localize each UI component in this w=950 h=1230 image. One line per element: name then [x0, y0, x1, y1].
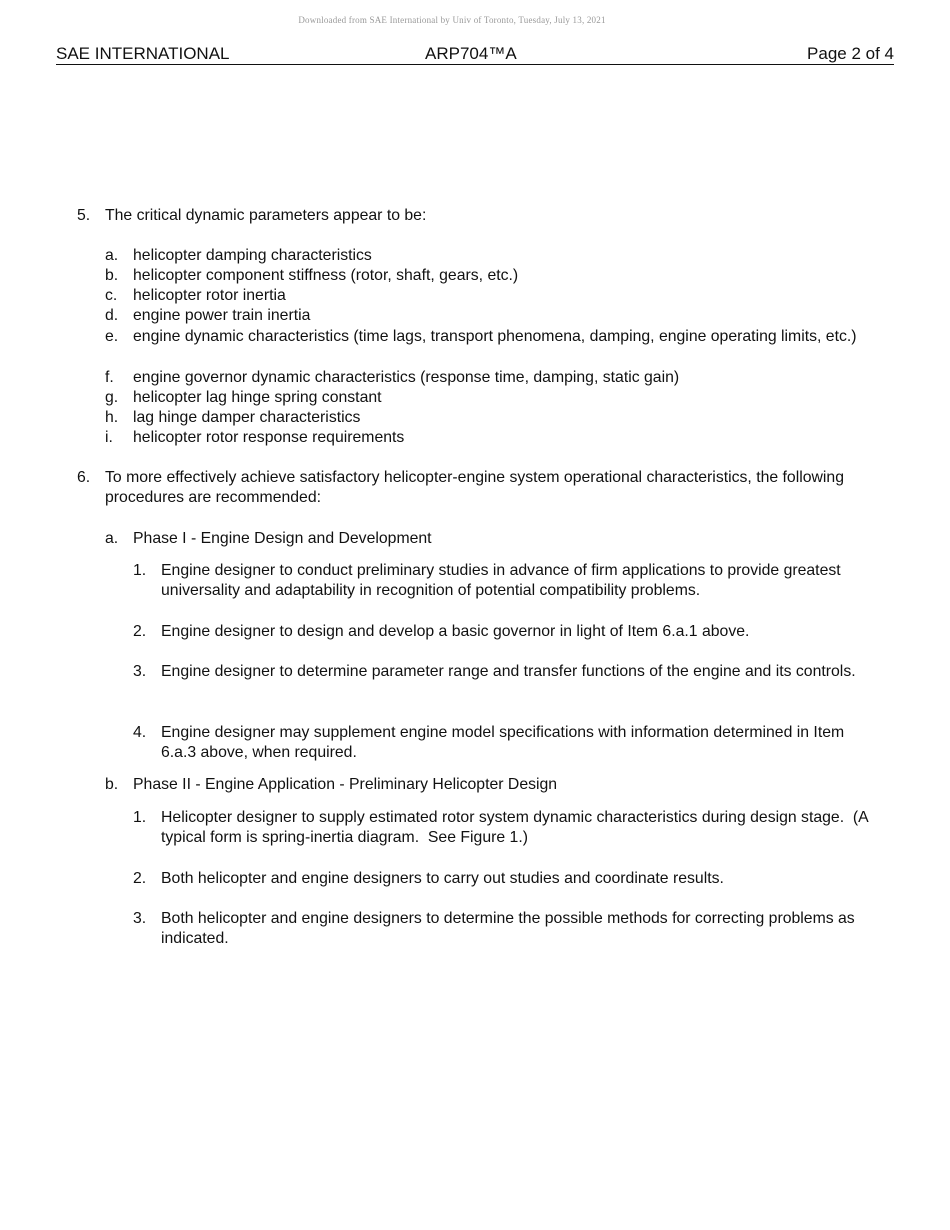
publisher-name: SAE INTERNATIONAL: [56, 44, 230, 63]
item-text: helicopter component stiffness (rotor, shaft, gears, etc.): [133, 267, 519, 284]
item-label: i.: [105, 429, 113, 446]
item-text: helicopter rotor response requirements: [133, 429, 405, 446]
section-text: The critical dynamic parameters appear to be:: [105, 207, 427, 224]
item-text: helicopter damping characteristics: [133, 247, 372, 264]
item-label: 2.: [133, 870, 147, 887]
phase-label: b.: [105, 776, 119, 793]
item-text: engine dynamic characteristics (time lags, transport phenomena, damping, engine operating limits, etc.): [133, 328, 857, 345]
item-label: d.: [105, 307, 119, 324]
item-label: 4.: [133, 724, 147, 741]
phase-title: Phase I - Engine Design and Development: [133, 530, 432, 547]
document-number: ARP704™A: [425, 44, 517, 63]
item-text: Engine designer to conduct preliminary studies in advance of firm applications to provide greatest universality and adaptability in recognition of potential compatibility problems.: [161, 562, 841, 600]
item-text: Both helicopter and engine designers to determine the possible methods for correcting problems as indicated.: [161, 910, 855, 948]
item-label: e.: [105, 328, 119, 345]
item-label: g.: [105, 389, 119, 406]
phase-title: Phase II - Engine Application - Preliminary Helicopter Design: [133, 776, 558, 793]
item-label: 1.: [133, 562, 147, 579]
item-label: a.: [105, 247, 119, 264]
section-number: 5.: [77, 207, 91, 224]
item-label: f.: [105, 369, 114, 386]
item-label: h.: [105, 409, 119, 426]
phase-label: a.: [105, 530, 119, 547]
item-text: Engine designer to determine parameter range and transfer functions of the engine and its controls.: [161, 663, 856, 680]
section-number: 6.: [77, 469, 91, 486]
item-label: 1.: [133, 809, 147, 826]
page-header: [56, 43, 894, 65]
item-label: 3.: [133, 663, 147, 680]
item-text: lag hinge damper characteristics: [133, 409, 361, 426]
item-text: Engine designer may supplement engine model specifications with information determined in Item 6.a.3 above, when required.: [161, 724, 845, 762]
item-text: Helicopter designer to supply estimated rotor system dynamic characteristics during design stage. (A typical form is spring-inertia diagram. See Figure 1.): [161, 809, 873, 847]
item-label: c.: [105, 287, 118, 304]
section-text: To more effectively achieve satisfactory helicopter-engine system operational characteristics, the following procedures are recommended:: [105, 469, 845, 507]
item-text: helicopter lag hinge spring constant: [133, 389, 382, 406]
item-text: engine governor dynamic characteristics (response time, damping, static gain): [133, 369, 680, 386]
item-text: engine power train inertia: [133, 307, 311, 324]
item-label: 2.: [133, 623, 147, 640]
item-text: Engine designer to design and develop a basic governor in light of Item 6.a.1 above.: [161, 623, 750, 640]
item-text: helicopter rotor inertia: [133, 287, 286, 304]
page-number: Page 2 of 4: [807, 44, 894, 63]
item-label: 3.: [133, 910, 147, 927]
item-label: b.: [105, 267, 119, 284]
download-watermark: Downloaded from SAE International by Univ of Toronto, Tuesday, July 13, 2021: [298, 15, 606, 25]
item-text: Both helicopter and engine designers to carry out studies and coordinate results.: [161, 870, 724, 887]
